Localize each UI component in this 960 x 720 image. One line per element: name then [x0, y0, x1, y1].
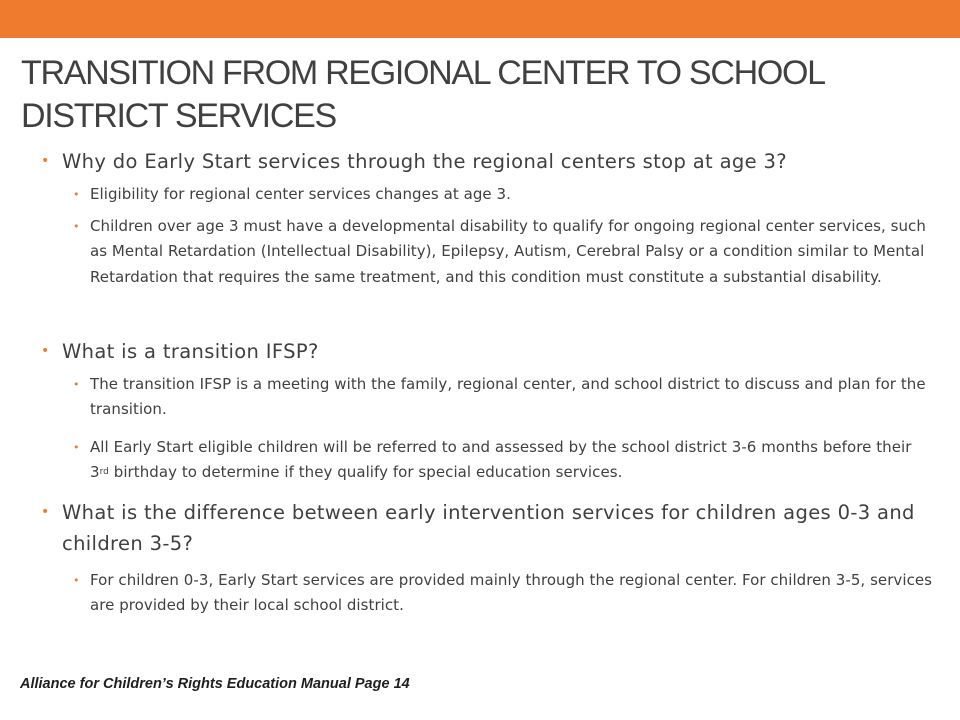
sub-bullet-ifsp-meeting	[73, 372, 932, 423]
sub-bullet-text: For children 0-3, Early Start services are provided mainly through the regional center. For children 3-5, services are provided by their local school district.	[90, 571, 933, 615]
sub-bullet-text-start: All Early Start eligible children will be referred to and assessed by the school district 3-6 months before their 3	[90, 438, 912, 482]
bullet-dot-icon: •	[73, 574, 80, 587]
sub-bullet-service-providers	[73, 568, 933, 619]
ordinal-superscript: rd	[99, 467, 109, 478]
bullet-text: What is a transition IFSP?	[62, 340, 319, 363]
bullet-dot-icon: •	[73, 441, 80, 454]
sub-bullet-eligibility	[73, 182, 932, 207]
bullet-dot-icon: •	[41, 153, 50, 169]
sub-bullet-text-end: birthday to determine if they qualify for special education services.	[108, 463, 623, 482]
sub-bullet-text: The transition IFSP is a meeting with the family, regional center, and school district to discuss and plan for the transition.	[90, 375, 926, 419]
bullet-question-transition-ifsp	[41, 336, 922, 367]
bullet-dot-icon: •	[73, 220, 80, 233]
sub-bullet-text: Eligibility for regional center services changes at age 3.	[90, 185, 511, 203]
bullet-question-difference	[41, 497, 922, 559]
bullet-question-early-start	[41, 146, 922, 177]
slide-title: TRANSITION FROM REGIONAL CENTER TO SCHOOL DISTRICT SERVICES	[21, 54, 824, 135]
footer-citation: Alliance for Children’s Rights Education Manual Page 14	[20, 676, 410, 692]
bullet-text: Why do Early Start services through the regional centers stop at age 3?	[62, 150, 787, 173]
bullet-dot-icon: •	[41, 343, 50, 359]
bullet-dot-icon: •	[41, 504, 50, 520]
bullet-text: What is the difference between early intervention services for children ages 0-3 and children 3-5?	[62, 501, 915, 555]
bullet-dot-icon: •	[73, 378, 80, 391]
sub-bullet-developmental-disability	[73, 214, 932, 290]
bullet-dot-icon: •	[73, 188, 80, 201]
sub-bullet-referral-assessment	[73, 435, 932, 486]
sub-bullet-text: Children over age 3 must have a developmental disability to qualify for ongoing regional center services, such as Mental Retardation (Intellectual Disability), Epilepsy, Autism, Cerebral Palsy or a condition similar to Mental Retardation that requires the same treatment, and this condition must constitute a substantial disability.	[90, 217, 926, 286]
